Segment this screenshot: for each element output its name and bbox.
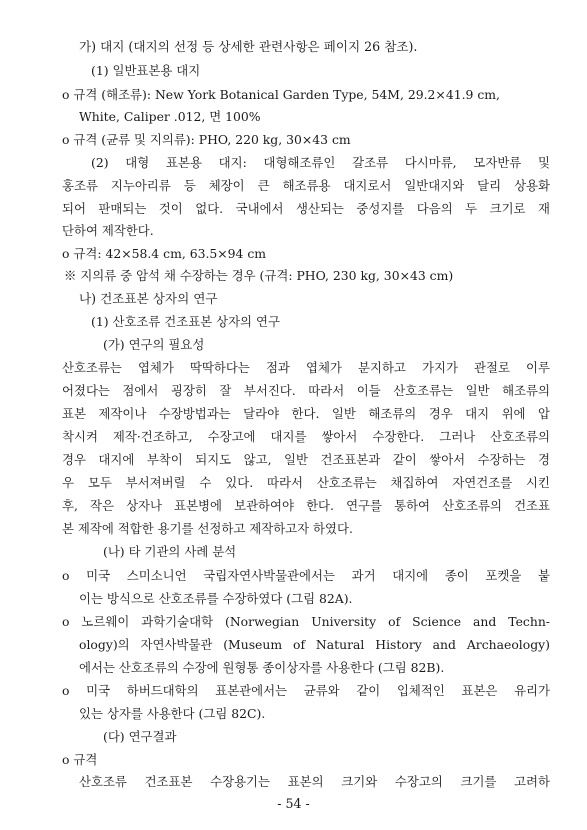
subsection-heading-da: (다) 연구결과 [103,729,177,744]
paragraph-line: 어졌다는 점에서 굉장히 잘 부서진다. 따라서 이들 산호조류는 일반 해조류의 [62,383,550,398]
spec-line: o 규격 (해조류): New York Botanical Garden Type, 54M, 29.2×41.9 cm, [62,87,500,102]
paragraph-line: 홍조류 지누아리류 등 체장이 큰 해조류용 대지로서 일반대지와 달리 상용화 [62,178,550,193]
list-item-continued: 있는 상자를 사용한다 (그림 82C). [79,706,266,721]
list-item-continued: 이는 방식으로 산호조류를 수장하였다 (그림 82A). [79,591,353,606]
subsection-heading-1: (1) 산호조류 건조표본 상자의 연구 [91,314,280,329]
paragraph-line: 단하여 제작한다. [62,223,154,238]
subsection-heading-1: (1) 일반표본용 대지 [91,63,201,78]
section-heading-na: 나) 건조표본 상자의 연구 [79,291,218,306]
list-item-continued: ology)의 자연사박물관 (Museum of Natural History and Archaeology) [79,637,550,652]
list-item: o 미국 하버드대학의 표본관에서는 균류와 같이 입체적인 표본은 유리가 [62,683,550,698]
list-item-continued: 에서는 산호조류의 수장에 원형통 종이상자를 사용한다 (그림 82B). [79,660,445,675]
paragraph-line: 우 모두 부서져버릴 수 있다. 따라서 산호조류는 채집하여 자연건조를 시킨 [62,475,550,490]
paragraph-line: 되어 판매되는 것이 없다. 국내에서 생산되는 중성지를 다음의 두 크기로 재 [62,201,550,216]
paragraph-line: 본 제작에 적합한 용기를 선정하고 제작하고자 하였다. [62,521,353,536]
paragraph-line: (2) 대형 표본용 대지: 대형해조류인 갈조류 다시마류, 모자반류 및 [91,155,550,170]
subsection-heading-ga: (가) 연구의 필요성 [103,337,205,352]
paragraph-line: 착시켜 제작·건조하고, 수장고에 대지를 쌓아서 수장한다. 그러나 산호조류의 [62,429,550,444]
spec-line: o 규격 (균류 및 지의류): PHO, 220 kg, 30×43 cm [62,132,351,147]
subsection-heading-na: (나) 타 기관의 사례 분석 [103,544,237,559]
page-number: - 54 - [277,796,310,811]
paragraph-line: 경우 대지에 부착이 되지도 않고, 일반 건조표본과 같이 쌓아서 수장하는 경 [62,452,550,467]
note-line: ※ 지의류 중 암석 채 수장하는 경우 (규격: PHO, 230 kg, 30×43 cm) [64,268,454,283]
paragraph-line: 산호조류는 엽체가 딱딱하다는 점과 엽체가 분지하고 가지가 관절로 이루 [62,360,550,375]
paragraph-line: 산호조류 건조표본 수장용기는 표본의 크기와 수장고의 크기를 고려하 [79,774,550,789]
list-item: o 노르웨이 과학기술대학 (Norwegian University of Science and Techn- [62,614,550,629]
list-item: o 미국 스미소니언 국립자연사박물관에서는 과거 대지에 종이 포켓을 붙 [62,568,550,583]
list-item: o 규격 [62,752,98,767]
spec-line-continued: White, Caliper .012, 면 100% [79,109,261,124]
paragraph-line: 후, 작은 상자나 표본병에 보관하여야 한다. 연구를 통하여 산호조류의 건조표 [62,498,550,513]
section-heading-ga: 가) 대지 (대지의 선정 등 상세한 관련사항은 페이지 26 참조). [79,39,418,54]
spec-line: o 규격: 42×58.4 cm, 63.5×94 cm [62,246,267,261]
paragraph-line: 표본 제작이나 수장방법과는 달라야 한다. 일반 해조류의 경우 대지 위에 압 [62,406,550,421]
